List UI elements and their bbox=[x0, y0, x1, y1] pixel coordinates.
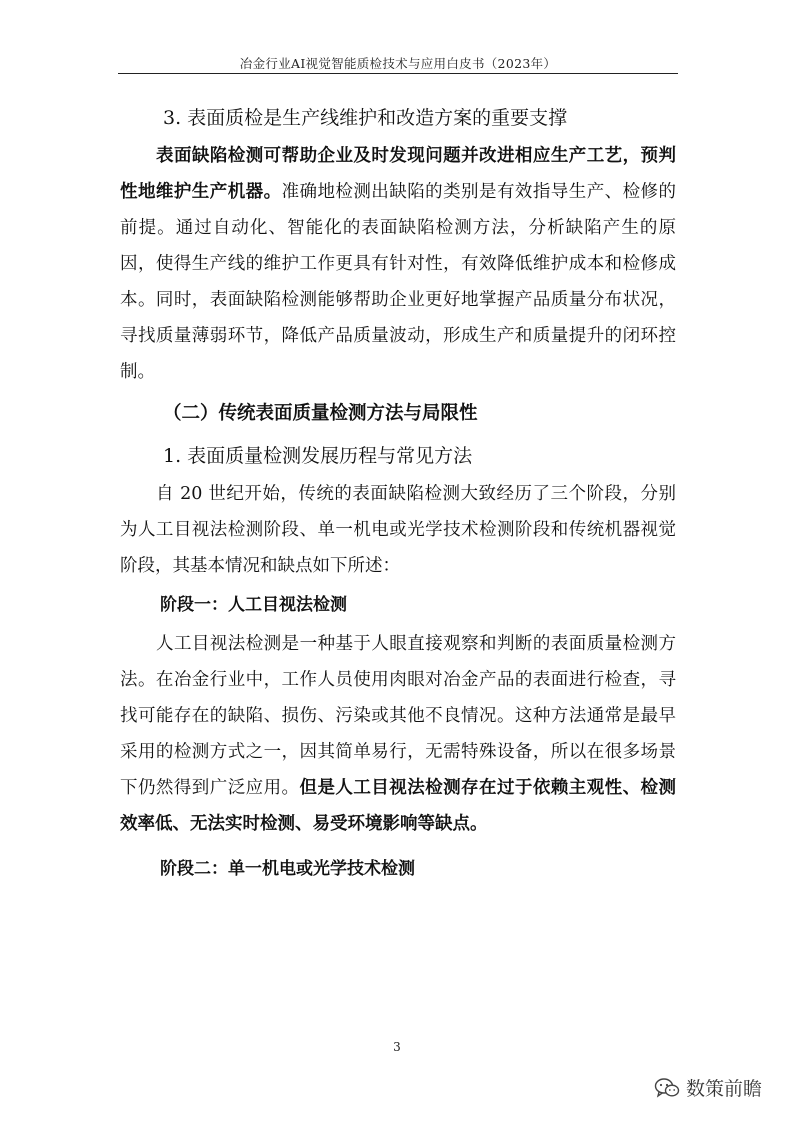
section-1-heading: 1. 表面质量检测发展历程与常见方法 bbox=[163, 445, 473, 467]
page-body bbox=[120, 98, 676, 890]
running-header: 冶金行业AI视觉智能质检技术与应用白皮书（2023年） bbox=[239, 56, 557, 71]
section-3-bold-lead: 表面缺陷检测可帮助企业及时发现问题并改进相应生产工艺，预判性地维护生产机器。 bbox=[120, 146, 676, 202]
section-3-heading: 3. 表面质检是生产线维护和改造方案的重要支撑 bbox=[163, 107, 568, 129]
stage-1-heading: 阶段一：人工目视法检测 bbox=[160, 595, 347, 615]
section-3-text: 准确地检测出缺陷的类别是有效指导生产、检修的前提。通过自动化、智能化的表面缺陷检测方法，分析缺陷产生的原因，使得生产线的维护工作更具有针对性，有效降低维护成本和检修成本。同时，表面缺陷检测能够帮助企业更好地掌握产品质量分布状况，寻找质量薄弱环节，降低产品质量波动，形成生产和质量提升的闭环控制。 bbox=[120, 182, 677, 382]
page-number: 3 bbox=[393, 1040, 401, 1054]
header-divider bbox=[118, 73, 678, 74]
stage-1-bold-tail: 但是人工目视法检测存在过于依赖主观性、检测效率低、无法实时检测、易受环境影响等缺点。 bbox=[120, 778, 676, 834]
subsection-2-heading: （二）传统表面质量检测方法与局限性 bbox=[163, 403, 478, 424]
wechat-icon bbox=[654, 1077, 680, 1099]
watermark-text: 数策前瞻 bbox=[685, 1078, 762, 1100]
stage-1-paragraph bbox=[120, 626, 676, 842]
stage-2-heading: 阶段二：单一机电或光学技术检测 bbox=[160, 859, 415, 879]
watermark bbox=[654, 1074, 762, 1101]
section-3-paragraph bbox=[120, 138, 676, 390]
stage-1-text: 人工目视法检测是一种基于人眼直接观察和判断的表面质量检测方法。在冶金行业中，工作人员使用肉眼对冶金产品的表面进行检查，寻找可能存在的缺陷、损伤、污染或其他不良情况。这种方法通常是最早采用的检测方式之一，因其简单易行，无需特殊设备，所以在很多场景下仍然得到广泛应用。 bbox=[120, 634, 676, 798]
section-1-intro: 自 20 世纪开始，传统的表面缺陷检测大致经历了三个阶段，分别为人工目视法检测阶段、单一机电或光学技术检测阶段和传统机器视觉阶段，其基本情况和缺点如下所述： bbox=[120, 484, 676, 576]
